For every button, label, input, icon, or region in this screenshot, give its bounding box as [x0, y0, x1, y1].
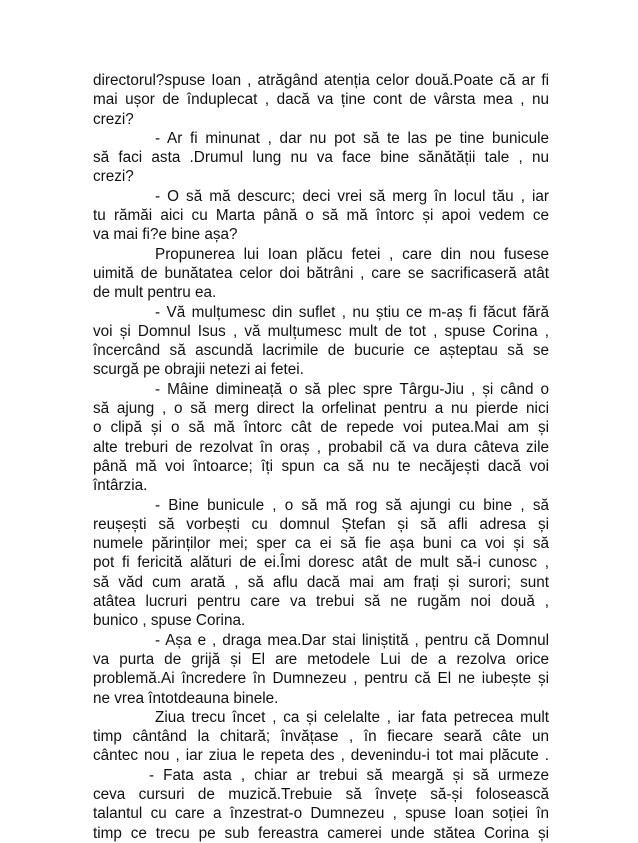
text-line: întârzia.	[93, 477, 148, 495]
text-line: - Vă mulțumesc din suflet , nu știu ce m-aș fi făcut fără	[155, 303, 549, 321]
text-line: directorul?spuse Ioan , atrăgând atenția celor două.Poate că ar fi	[93, 72, 549, 89]
text-line: talantul cu care a înzestrat-o Dumnezeu , spuse Ioan soției în	[93, 805, 549, 823]
text-line: Propunerea lui Ioan plăcu fetei , care din nou fusese	[155, 245, 549, 263]
text-line: Ziua trecu încet , ca și celelalte , iar fata petrecea mult	[155, 708, 549, 726]
text-line: de mult pentru ea.	[93, 284, 217, 302]
text-line: va mai fi?e bine așa?	[93, 226, 238, 244]
document-body	[93, 71, 549, 843]
text-line: ne vrea întotdeauna binele.	[93, 689, 279, 707]
text-line: timp ce trecu pe sub fereastra camerei unde stătea Corina și	[93, 824, 549, 842]
text-line: - Ar fi minunat , dar nu pot să te las pe tine bunicule	[155, 129, 549, 147]
text-line: tu rămăi aici cu Marta până o să mă întorc și apoi vedem ce	[93, 207, 549, 225]
text-line: scurgă pe obrajii netezi ai fetei.	[93, 361, 304, 379]
text-line: mai ușor de înduplecat , dacă va ține cont de vârsta mea , nu	[93, 91, 549, 109]
text-line: alte treburi de rezolvat în oraș , probabil că va dura câteva zile	[93, 438, 549, 456]
text-line: reușești să vorbești cu domnul Ștefan și să afli adresa și	[93, 515, 549, 533]
text-line: - Așa e , draga mea.Dar stai liniștită , pentru că Domnul	[155, 631, 549, 649]
text-line: timp cântând la chitară; învățase , în fiecare seară câte un	[93, 728, 549, 746]
text-line: voi și Domnul Isus , vă mulțumesc mult de tot , spuse Corina ,	[93, 322, 549, 340]
text-line: - Fata asta , chiar ar trebui să meargă și să urmeze	[149, 766, 549, 784]
text-line: va purta de grijă și El are metodele Lui de a rezolva orice	[93, 650, 549, 668]
text-line: o clipă și o să mă întorc cât de repede voi putea.Mai am și	[93, 419, 549, 437]
text-line: să ajung , o să merg direct la orfelinat pentru a nu pierde nici	[93, 400, 549, 418]
text-line: crezi?	[93, 110, 134, 128]
text-line: numele părinților mei; sper ca ei să fie așa buni ca voi și să	[93, 535, 549, 553]
text-line: - Mâine dimineață o să plec spre Târgu-Jiu , și când o	[155, 380, 549, 398]
text-line: bunico , spuse Corina.	[93, 612, 246, 630]
text-line: - O să mă descurc; deci vrei să merg în locul tău , iar	[155, 187, 549, 205]
text-line: uimită de bunătatea celor doi bătrâni , care se sacrificaseră atât	[93, 264, 549, 282]
text-line: să faci asta .Drumul lung nu va face bine sănătății tale , nu	[93, 149, 549, 167]
text-line: ceva cursuri de muzică.Trebuie să învețe să-și folosească	[93, 785, 549, 803]
text-line: - Bine bunicule , o să mă rog să ajungi cu bine , să	[155, 496, 549, 514]
text-line: cântec nou , iar ziua le repeta des , devenindu-i tot mai plăcute .	[93, 747, 549, 765]
text-line: până mă voi întoarce; îți spun ca să nu te necăjești dacă voi	[93, 457, 549, 475]
text-line: să văd cum arată , să aflu dacă mai am frați și surori; sunt	[93, 573, 549, 591]
text-line: atâtea lucruri pentru care va trebui să ne rugăm noi două ,	[93, 593, 549, 611]
text-line: pot fi fericită alături de ei.Îmi doresc atât de mult să-i cunosc ,	[93, 554, 549, 572]
text-line: încercând să ascundă lacrimile de bucurie ce așteptau să se	[93, 342, 549, 360]
text-line: crezi?	[93, 168, 134, 186]
text-line: problemă.Ai încredere în Dumnezeu , pentru că El ne iubește și	[93, 670, 549, 688]
